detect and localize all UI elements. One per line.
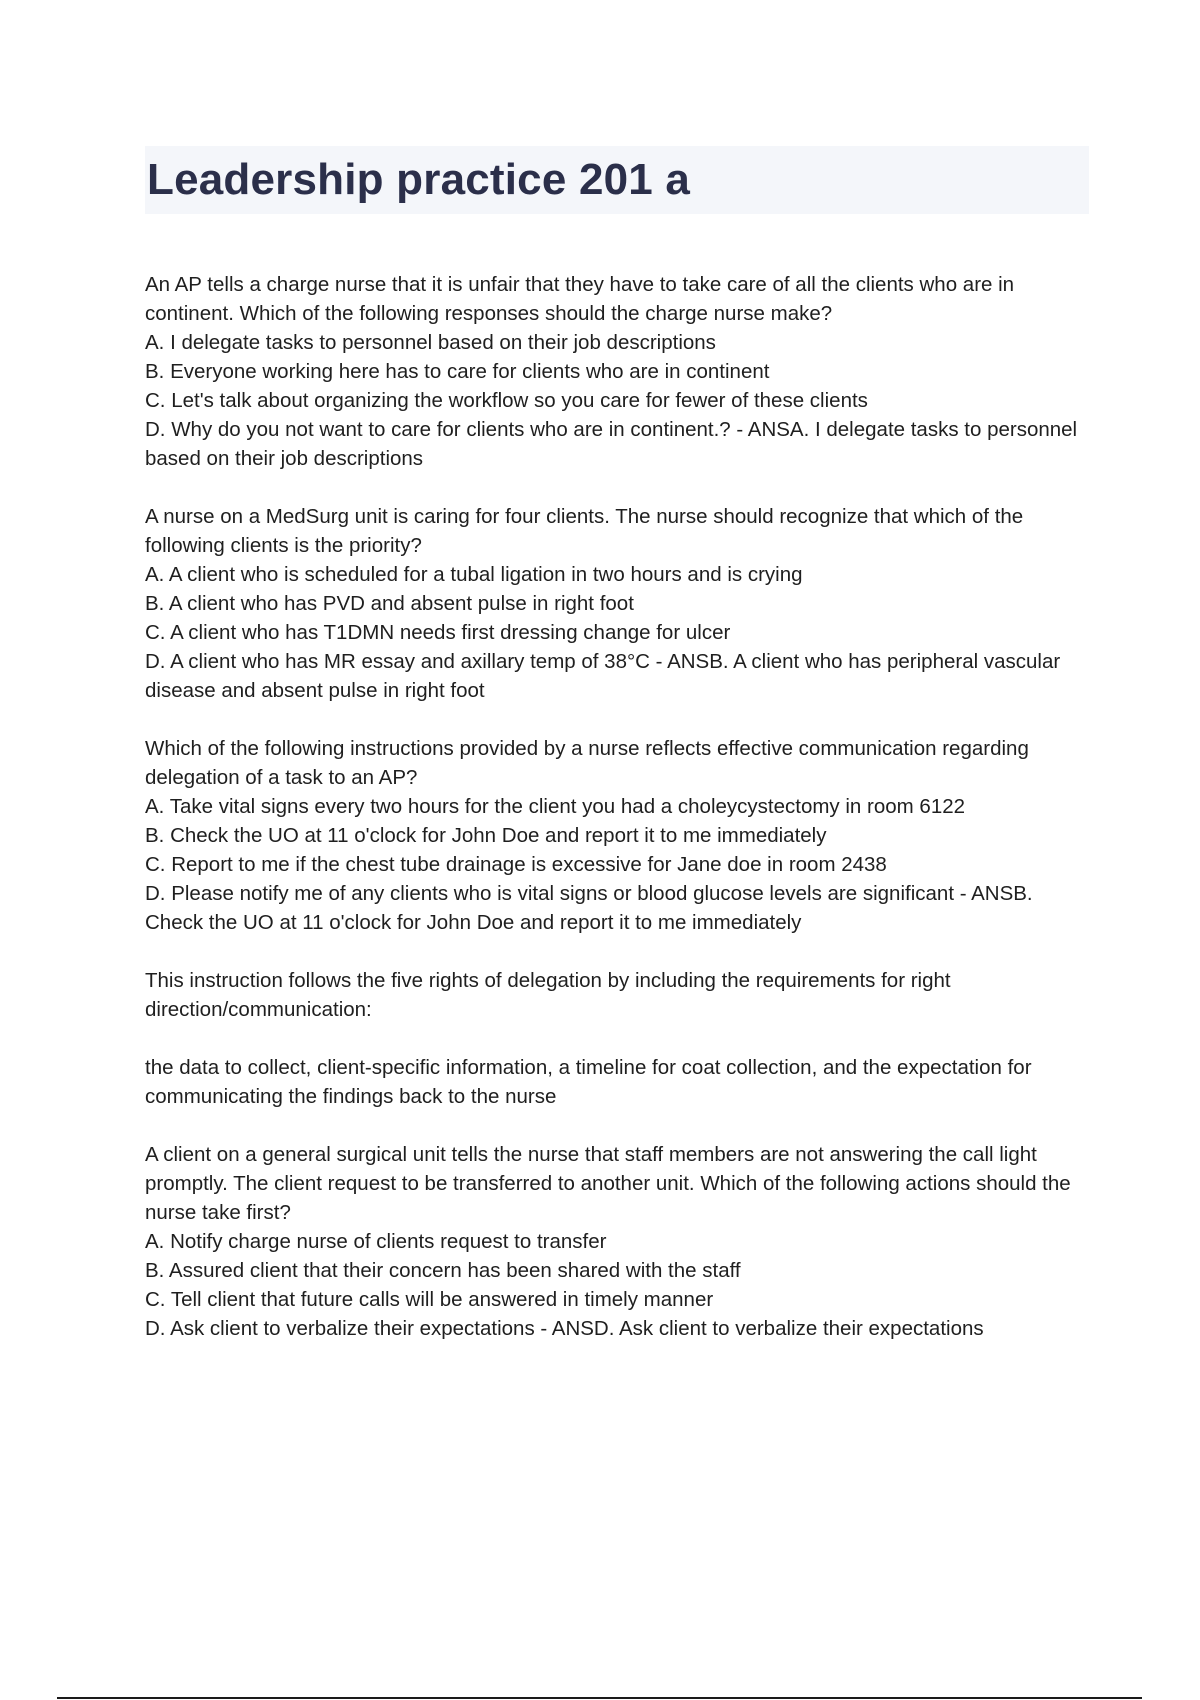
question-block-1 [145,270,1090,473]
answer-option: C. Report to me if the chest tube drainage is excessive for Jane doe in room 2438 [145,853,887,876]
question-block-2 [145,502,1090,705]
explanation-paragraph-1 [145,966,1090,1024]
question-prompt: Which of the following instructions provided by a nurse reflects effective communication regarding delegation of a task to an AP? [145,737,1029,789]
answer-option: B. A client who has PVD and absent pulse in right foot [145,592,634,615]
answer-option: C. A client who has T1DMN needs first dressing change for ulcer [145,621,731,644]
answer-option: D. Ask client to verbalize their expectations - ANSD. Ask client to verbalize their expectations [145,1317,984,1340]
footer-divider [57,1697,1142,1699]
explanation-text: This instruction follows the five rights of delegation by including the requirements for right direction/communication: [145,969,951,1021]
question-prompt: A client on a general surgical unit tells the nurse that staff members are not answering the call light promptly. The client request to be transferred to another unit. Which of the following actions should the nurse take first? [145,1143,1071,1224]
question-prompt: A nurse on a MedSurg unit is caring for four clients. The nurse should recognize that which of the following clients is the priority? [145,505,1024,557]
explanation-text: the data to collect, client-specific information, a timeline for coat collection, and the expectation for communicating the findings back to the nurse [145,1056,1032,1108]
explanation-paragraph-2 [145,1053,1090,1111]
answer-option: D. A client who has MR essay and axillary temp of 38°C - ANSB. A client who has peripheral vascular disease and absent pulse in right foot [145,650,1061,702]
question-block-3 [145,734,1090,937]
answer-option: C. Tell client that future calls will be answered in timely manner [145,1288,714,1311]
answer-option: A. Notify charge nurse of clients request to transfer [145,1230,607,1253]
title-banner [145,146,1089,214]
document-body [145,270,1090,1372]
answer-option: C. Let's talk about organizing the workflow so you care for fewer of these clients [145,389,868,412]
answer-option: B. Everyone working here has to care for clients who are in continent [145,360,770,383]
answer-option: B. Assured client that their concern has been shared with the staff [145,1259,741,1282]
answer-option: A. A client who is scheduled for a tubal ligation in two hours and is crying [145,563,803,586]
answer-option: D. Why do you not want to care for clients who are in continent.? - ANSA. I delegate tasks to personnel based on their job descriptions [145,418,1078,470]
answer-option: B. Check the UO at 11 o'clock for John Doe and report it to me immediately [145,824,827,847]
question-block-4 [145,1140,1090,1343]
answer-option: A. Take vital signs every two hours for the client you had a choleycystectomy in room 6122 [145,795,966,818]
answer-option: A. I delegate tasks to personnel based on their job descriptions [145,331,716,354]
answer-option: D. Please notify me of any clients who is vital signs or blood glucose levels are significant - ANSB. Check the UO at 11 o'clock for John Doe and report it to me immediately [145,882,1033,934]
question-prompt: An AP tells a charge nurse that it is unfair that they have to take care of all the clients who are in continent. Which of the following responses should the charge nurse make? [145,273,1015,325]
page-title: Leadership practice 201 a [147,155,691,204]
